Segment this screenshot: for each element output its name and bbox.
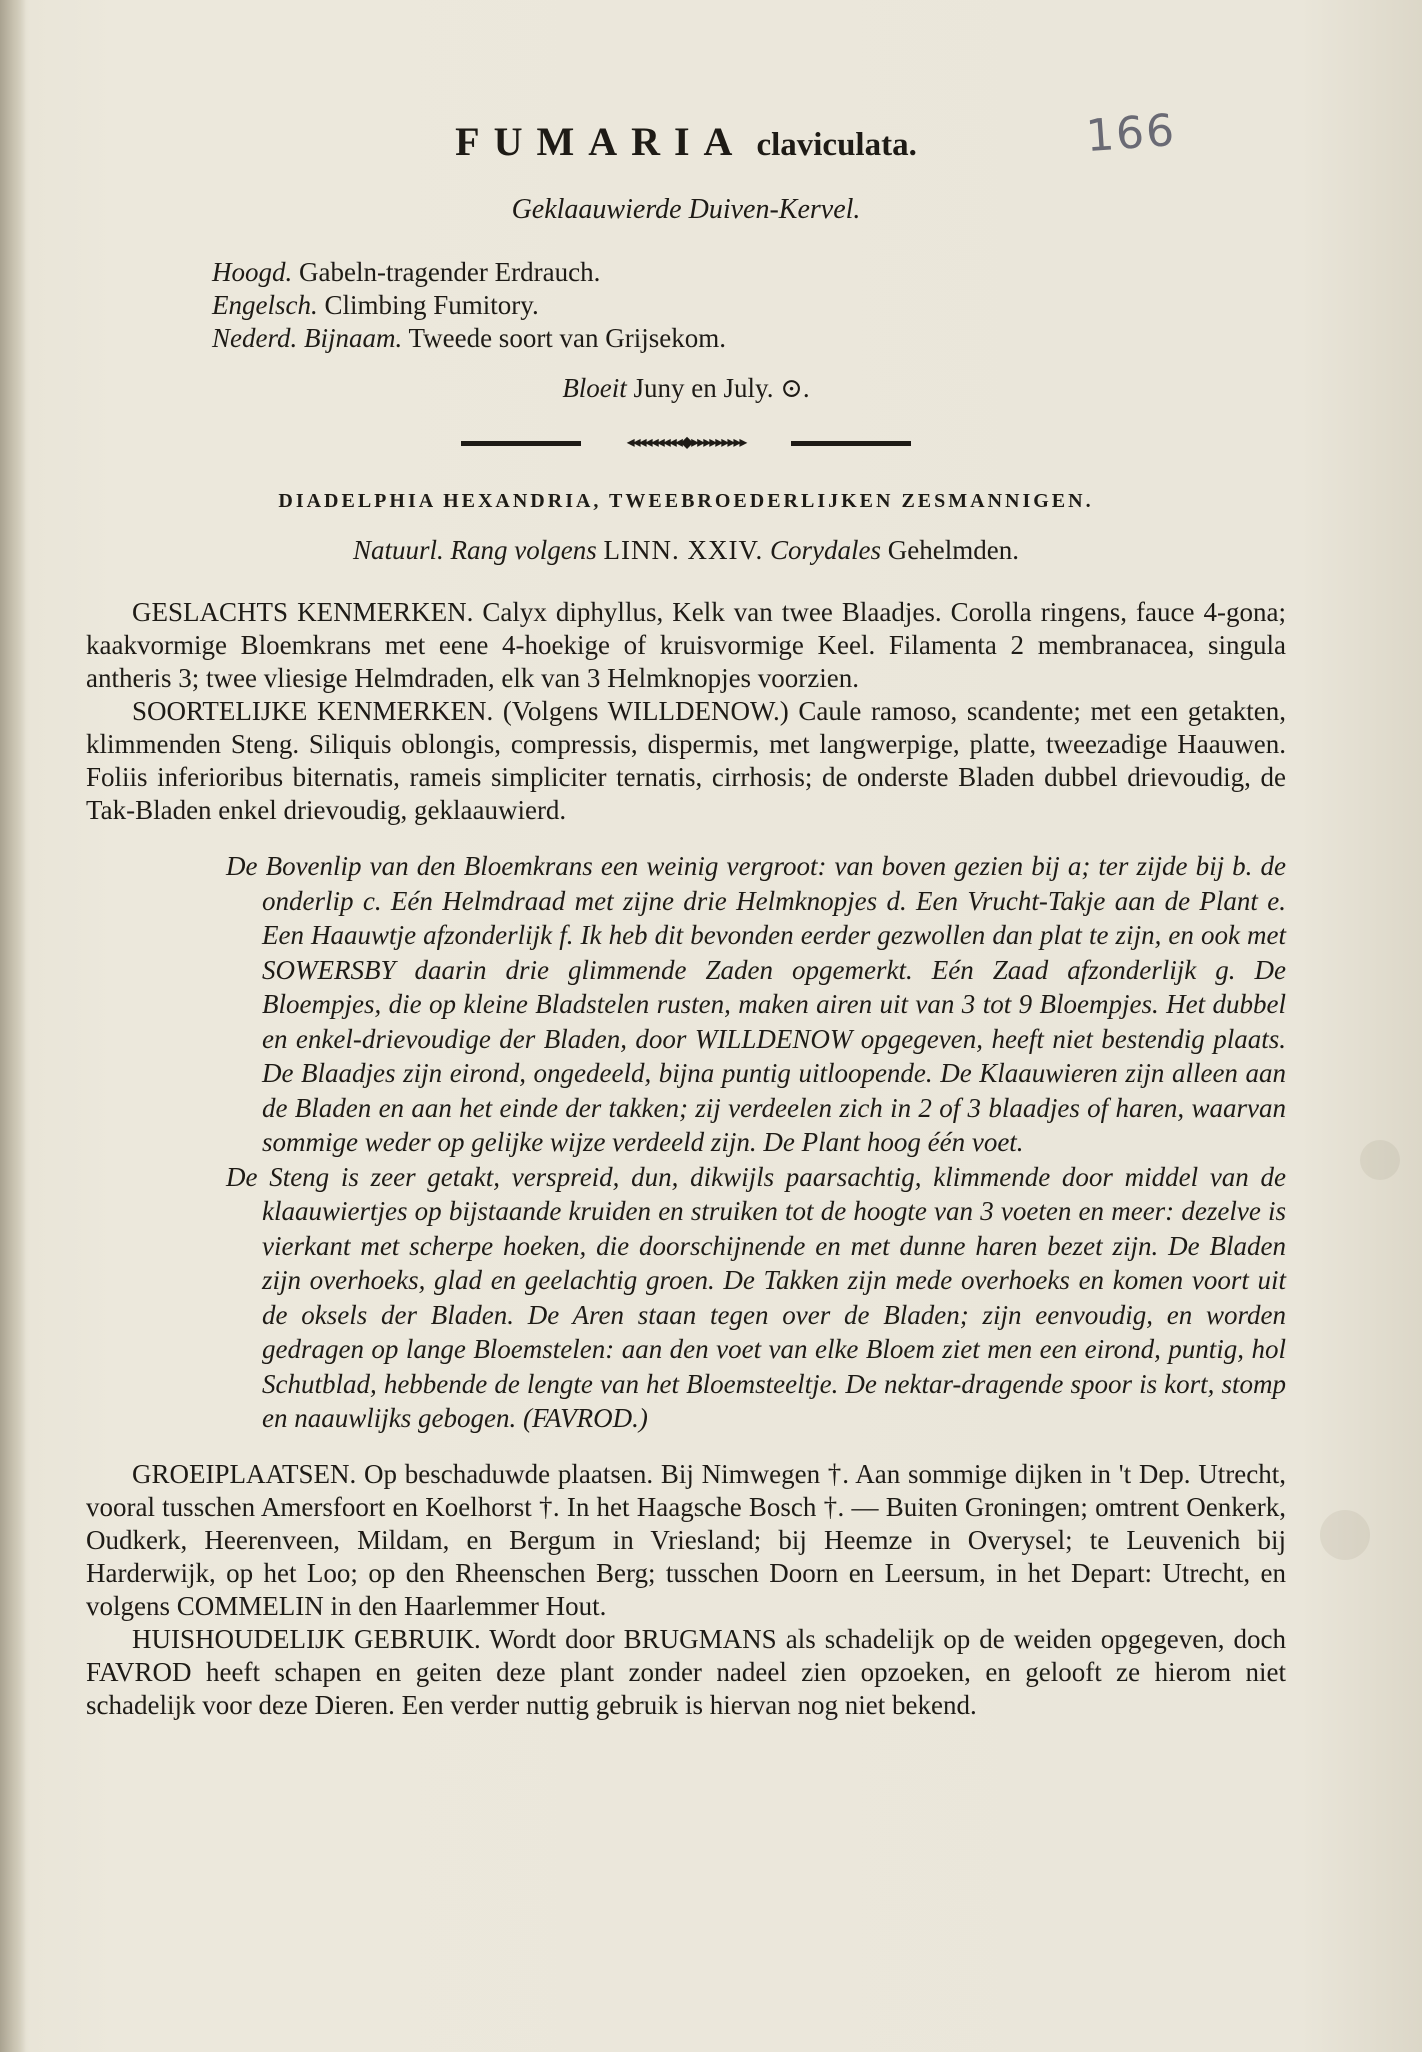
- ornamental-rule: [461, 434, 911, 451]
- name-row: [212, 289, 1286, 322]
- page-number: 166: [1084, 104, 1178, 163]
- name-row: [212, 322, 1286, 355]
- dutch-name: Geklaauwierde Duiven-Kervel.: [511, 194, 861, 225]
- species-characters: [86, 695, 1286, 827]
- name-text: Climbing Fumitory.: [324, 290, 539, 320]
- description-block: [226, 849, 1286, 1436]
- bloom-line: [86, 373, 1286, 404]
- name-language: Nederd. Bijnaam.: [212, 323, 403, 353]
- vernacular-names: [212, 256, 1286, 355]
- species-title: claviculata.: [756, 127, 917, 163]
- description-stem: De Steng is zeer getakt, verspreid, dun, dikwijls paarsachtig, klimmende door middel van de klaauwiertjes op bijstaande kruiden en struiken tot de hoogte van 3 voeten en meer: dezelve is vierkant met scherpe hoeken, die doorschijnende en met dunne haren bezet zijn. De Bladen zijn overhoeks, glad en geelachtig groen. De Takken zijn mede overhoeks en komen voort uit de oksels der Bladen. De Aren staan tegen over de Bladen; zijn eenvoudig, en worden gedragen op lange Bloemstelen: aan den voet van elke Bloem ziet men een eirond, puntig, hol Schutblad, hebbende de lengte van het Bloemsteeltje. De nektar-dragende spoor is kort, stomp en naauwlijks gebogen. (FAVROD.): [226, 1161, 1286, 1433]
- rank-linn: LINN. XXIV.: [603, 535, 764, 565]
- habitats-text: GROEIPLAATSEN. Op beschaduwde plaatsen. Bij Nimwegen †. Aan sommige dijken in 't Dep. Utrecht, vooral tusschen Amersfoort en Koelhorst †. In het Haagsche Bosch †. — Buiten Groningen; omtrent Oenkerk, Oudkerk, Heerenveen, Mildam, en Bergum in Vriesland; bij Heemze in Overysel; te Leuvenich bij Harderwijk, op het Loo; op den Rheenschen Berg; tusschen Doorn en Leersum, in het Depart: Utrecht, en volgens COMMELIN in den Haarlemmer Hout.: [86, 1458, 1286, 1621]
- species-characters-text: SOORTELIJKE KENMERKEN. (Volgens WILLDENOW.) Caule ramoso, scandente; met een getakten, klimmenden Steng. Siliquis oblongis, compressis, dispermis, met langwerpige, platte, tweezadige Haauwen. Foliis inferioribus biternatis, rameis simpliciter ternatis, cirrhosis; de onderste Bladen dubbel drievoudig, de Tak-Bladen enkel drievoudig, geklaauwierd.: [86, 696, 1286, 825]
- rule-bar-left: [461, 441, 581, 446]
- genus-characters: [86, 596, 1286, 695]
- title-line: [86, 104, 1286, 188]
- natural-rank: [86, 535, 1286, 566]
- habitats: [86, 1458, 1286, 1623]
- household-use-text: HUISHOUDELIJK GEBRUIK. Wordt door BRUGMANS als schadelijk op de weiden opgegeven, doch FAVROD heeft schapen en geiten deze plant zonder nadeel zien opzoeken, en gelooft ze hierom niet schadelijk voor deze Dieren. Een verder nuttig gebruik is hiervan nog niet bekend.: [86, 1623, 1286, 1720]
- rule-bar-right: [791, 441, 911, 446]
- bloom-text: Juny en July. ⊙.: [633, 373, 810, 403]
- bleed-through-spot: [1360, 1140, 1400, 1180]
- genus-characters-text: GESLACHTS KENMERKEN. Calyx diphyllus, Kelk van twee Blaadjes. Corolla ringens, fauce 4-gona; kaakvormige Bloemkrans met eene 4-hoekige of kruisvormige Keel. Filamenta 2 membranacea, singula antheris 3; twee vliesige Helmdraden, elk van 3 Helmknopjes voorzien.: [86, 597, 1286, 693]
- household-use: [86, 1623, 1286, 1722]
- bloom-label: Bloeit: [562, 373, 627, 403]
- rank-family-latin: Corydales: [770, 535, 882, 565]
- name-language: Hoogd.: [212, 257, 293, 287]
- page-content: [86, 100, 1286, 1722]
- description-flower: De Bovenlip van den Bloemkrans een weinig vergroot: van boven gezien bij a; ter zijde bij b. de onderlip c. Eén Helmdraad met zijne drie Helmknopjes d. Een Vrucht-Takje aan de Plant e. Een Haauwtje afzonderlijk f. Ik heb dit bevonden eerder gezwollen dan plat te zijn, en ook met SOWERSBY daarin drie glimmende Zaden opgemerkt. Eén Zaad afzonderlijk g. De Bloempjes, die op kleine Bladstelen rusten, maken airen uit van 3 tot 9 Bloempjes. Het dubbel en enkel-drievoudige der Bladen, door WILLDENOW opgegeven, heeft niet bestendig plaats. De Blaadjes zijn eirond, ongedeeld, bijna puntig uitloopende. De Klaauwieren zijn alleen aan de Bladen en aan het einde der takken; zij verdeelen zich in 2 of 3 blaadjes of haren, waarvan sommige weder op gelijke wijze verdeeld zijn. De Plant hoog één voet.: [226, 851, 1286, 1157]
- rank-family-dutch: Gehelmden.: [887, 535, 1019, 565]
- name-row: [212, 256, 1286, 289]
- rule-ornament: ◂◂◂◂◂◂◂◂◂◆▸▸▸▸▸▸▸▸▸: [626, 434, 746, 451]
- classification: DIADELPHIA HEXANDRIA, TWEEBROEDERLIJKEN ZESMANNIGEN.: [278, 490, 1094, 512]
- bleed-through-spot: [1320, 1510, 1370, 1560]
- rank-prefix: Natuurl. Rang volgens: [353, 535, 597, 565]
- name-language: Engelsch.: [212, 290, 318, 320]
- page-gutter-shadow: [0, 0, 26, 2052]
- name-text: Gabeln-tragender Erdrauch.: [299, 257, 601, 287]
- genus-title: FUMARIA: [455, 119, 747, 164]
- name-text: Tweede soort van Grijsekom.: [408, 323, 727, 353]
